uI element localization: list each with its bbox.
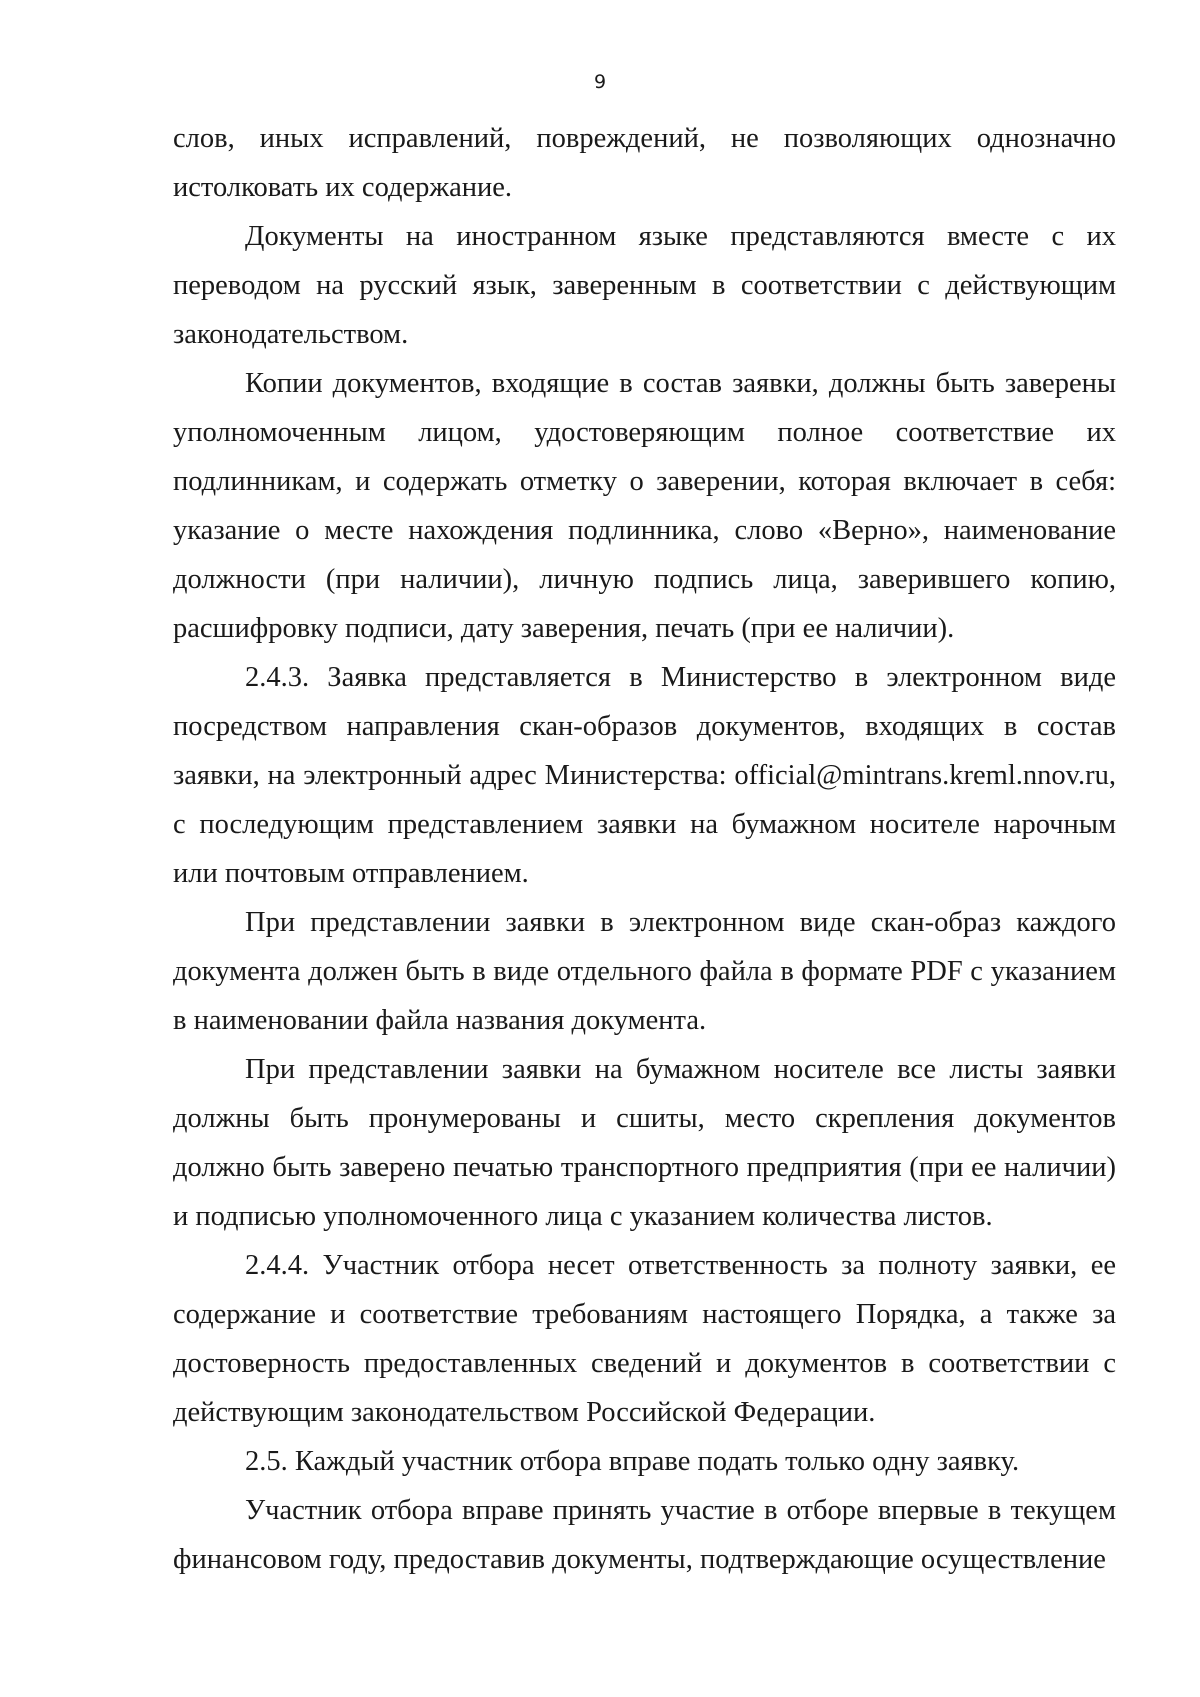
paragraph-continued: слов, иных исправлений, повреждений, не позволяющих однозначно истолковать их содержание. xyxy=(173,123,1116,203)
paragraph-first-participation: Участник отбора вправе принять участие в отборе впервые в текущем финансовом году, предоставив документы, подтверждающие осуществление xyxy=(173,1495,1116,1575)
page-number: 9 xyxy=(593,71,607,93)
paragraph-2-5: 2.5. Каждый участник отбора вправе подать только одну заявку. xyxy=(245,1446,1020,1477)
paragraph-foreign-documents: Документы на иностранном языке представляются вместе с их переводом на русский язык, заверенным в соответствии с действующим законодательством. xyxy=(173,221,1116,350)
document-body xyxy=(173,114,1116,1584)
paragraph-2-4-3: 2.4.3. Заявка представляется в Министерство в электронном виде посредством направления скан-образов документов, входящих в состав заявки, на электронный адрес Министерства: official@mintrans.kreml.nnov.ru, с последующим представлением заявки на бумажном носителе нарочным или почтовым отправлением. xyxy=(173,662,1116,889)
paragraph-paper-submission: При представлении заявки на бумажном носителе все листы заявки должны быть пронумерованы и сшиты, место скрепления документов должно быть заверено печатью транспортного предприятия (при ее наличии) и подписью уполномоченного лица с указанием количества листов. xyxy=(173,1054,1116,1232)
paragraph-electronic-submission: При представлении заявки в электронном виде скан-образ каждого документа должен быть в виде отдельного файла в формате PDF с указанием в наименовании файла названия документа. xyxy=(173,907,1116,1036)
paragraph-2-4-4: 2.4.4. Участник отбора несет ответственность за полноту заявки, ее содержание и соответствие требованиям настоящего Порядка, а также за достоверность предоставленных сведений и документов в соответствии с действующим законодательством Российской Федерации. xyxy=(173,1250,1116,1428)
paragraph-document-copies: Копии документов, входящие в состав заявки, должны быть заверены уполномоченным лицом, удостоверяющим полное соответствие их подлинникам, и содержать отметку о заверении, которая включает в себя: указание о месте нахождения подлинника, слово «Верно», наименование должности (при наличии), личную подпись лица, заверившего копию, расшифровку подписи, дату заверения, печать (при ее наличии). xyxy=(173,368,1116,644)
